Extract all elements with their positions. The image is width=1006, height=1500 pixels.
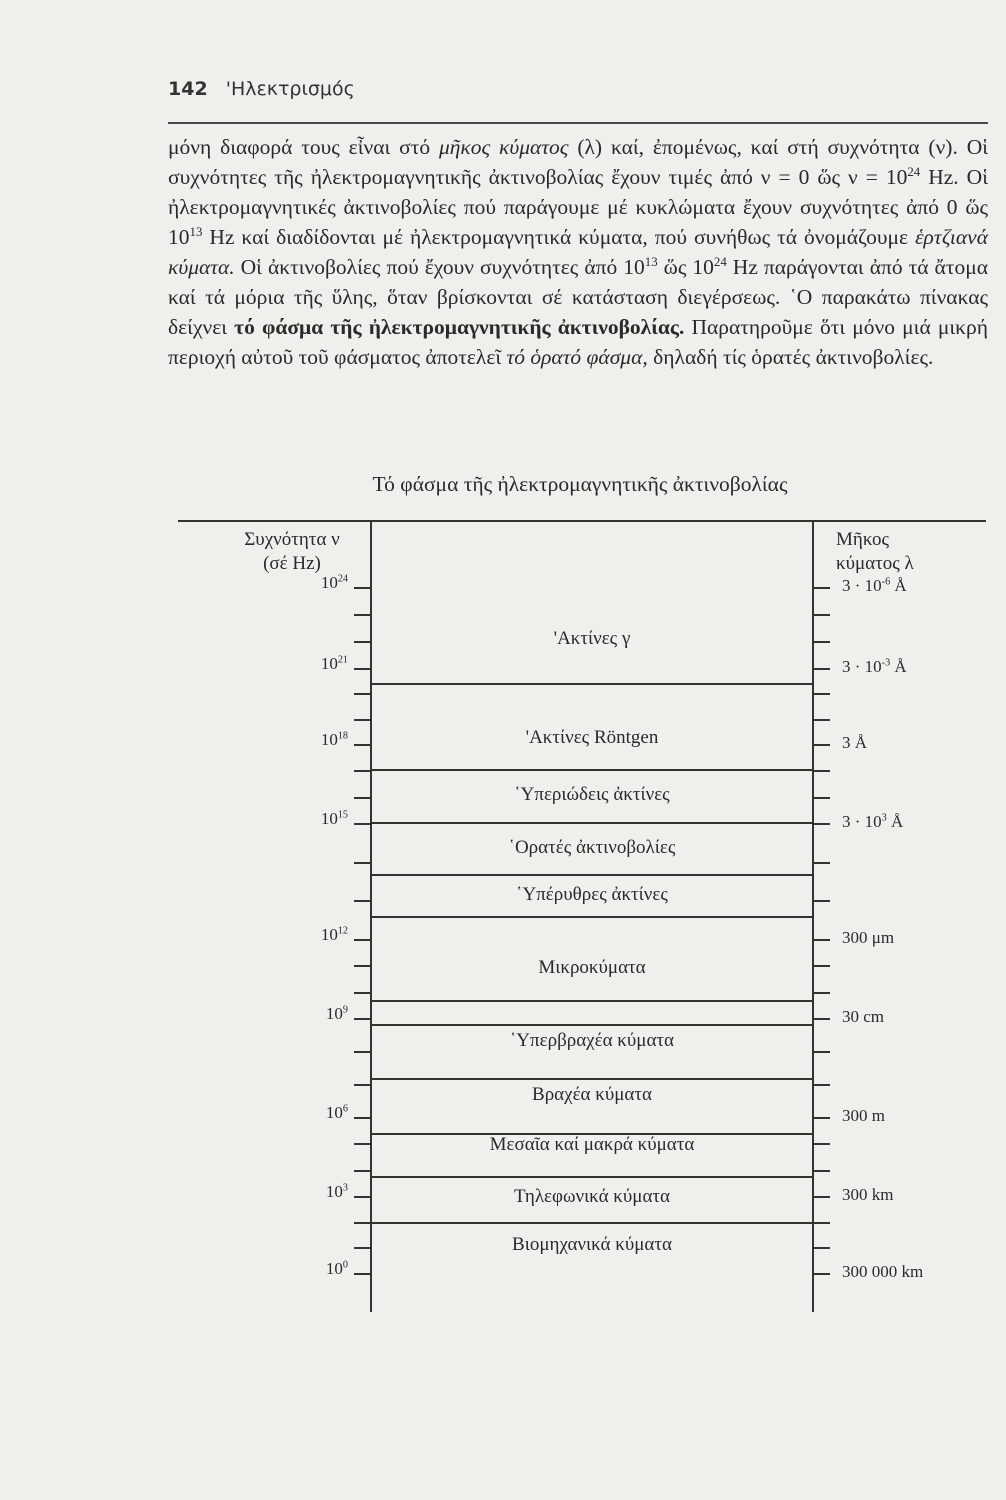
chapter-title: 'Ηλεκτρισμός	[225, 78, 355, 100]
frequency-minor-tick	[354, 1222, 370, 1224]
wavelength-column-header: Μῆκος κύματος λ	[836, 529, 914, 574]
frequency-minor-tick	[354, 641, 370, 643]
wavelength-minor-tick	[814, 719, 830, 721]
wavelength-label: $3 \cdot 10^3$ Å	[842, 812, 904, 831]
running-header	[168, 78, 355, 100]
wavelength-minor-tick	[814, 1222, 830, 1224]
wavelength-major-tick	[814, 668, 830, 670]
header-rule	[168, 122, 988, 124]
frequency-major-tick	[354, 668, 370, 670]
frequency-label: $10^9$	[325, 1004, 348, 1023]
frequency-label: $10^3$	[325, 1182, 348, 1201]
frequency-minor-tick	[354, 770, 370, 772]
wavelength-label: 300 km	[842, 1185, 894, 1204]
wavelength-minor-tick	[814, 900, 830, 902]
frequency-label: $10^{12}$	[320, 925, 348, 944]
wavelength-minor-tick	[814, 770, 830, 772]
frequency-minor-tick	[354, 797, 370, 799]
wavelength-minor-tick	[814, 797, 830, 799]
wavelength-minor-tick	[814, 1170, 830, 1172]
table-title: Τό φάσμα τῆς ἠλεκτρομαγνητικῆς ἀκτινοβολίας	[372, 472, 788, 496]
wavelength-minor-tick	[814, 1084, 830, 1086]
spectrum-band-label: Βραχέα κύματα	[532, 1084, 652, 1105]
wavelength-minor-tick	[814, 992, 830, 994]
wavelength-label: $3 \cdot 10^{-3}$ Å	[842, 657, 907, 676]
wavelength-label: 30 cm	[842, 1007, 885, 1026]
frequency-major-tick	[354, 1018, 370, 1020]
frequency-minor-tick	[354, 1143, 370, 1145]
band-separator	[370, 1176, 814, 1178]
wavelength-major-tick	[814, 1273, 830, 1275]
band-separator	[370, 1078, 814, 1080]
wavelength-minor-tick	[814, 1247, 830, 1249]
frequency-label: $10^{24}$	[320, 573, 348, 592]
frequency-column-header: Συχνότητα ν (σέ Hz)	[244, 529, 340, 574]
band-separator	[370, 874, 814, 876]
spectrum-band-label: ῾Υπέρυθρες ἀκτίνες	[516, 884, 668, 905]
frequency-minor-tick	[354, 1170, 370, 1172]
wavelength-major-tick	[814, 939, 830, 941]
frequency-label: $10^{15}$	[320, 809, 348, 828]
frequency-minor-tick	[354, 719, 370, 721]
frequency-major-tick	[354, 823, 370, 825]
spectrum-band-label: Μεσαῖα καί μακρά κύματα	[489, 1134, 695, 1155]
wavelength-minor-tick	[814, 614, 830, 616]
body-paragraph: μόνη διαφορά τους εἶναι στό μῆκος κύματος (λ) καί, ἐπομένως, καί στή συχνότητα (ν). Οἱ συχνότητες τῆς ἠλεκτρομαγνητικῆς ἀκτινοβολίας ἔχουν τιμές ἀπό ν = 0 ὥς $\nu = 10^{24}$ Hz. Οἱ ἠλεκτρομαγνητικές ἀκτινοβολίες πού παράγουμε μέ κυκλώματα ἔχουν συχνότητες ἀπό 0 ὥς $10^{13}$ Hz καί διαδίδονται μέ ἠλεκτρομαγνητικά κύματα, πού συνήθως τά ὀνομάζουμε ἑρτζιανά κύματα. Οἱ ἀκτινοβολίες πού ἔχουν συχνότητες ἀπό $10^{13}$ ὥς $10^{24}$ Hz παράγονται ἀπό τά ἄτομα καί τά μόρια τῆς ὕλης, ὅταν βρίσκονται σέ κατάσταση διεγέρσεως. ῾Ο παρακάτω πίνακας δείχνει τό φάσμα τῆς ἠλεκτρομαγνητικῆς ἀκτινοβολίας. Παρατηροῦμε ὅτι μόνο μιά μικρή περιοχή αὐτοῦ τοῦ φάσματος ἀποτελεῖ τό ὁρατό φάσμα, δηλαδή τίς ὁρατές ἀκτινοβολίες.	[168, 135, 989, 369]
wavelength-minor-tick	[814, 1051, 830, 1053]
band-separator	[370, 822, 814, 824]
wavelength-major-tick	[814, 1018, 830, 1020]
frequency-minor-tick	[354, 965, 370, 967]
frequency-label: $10^0$	[325, 1259, 348, 1278]
frequency-minor-tick	[354, 1247, 370, 1249]
band-separator	[370, 683, 814, 685]
wavelength-label: 3 Å	[842, 733, 868, 752]
frequency-minor-tick	[354, 992, 370, 994]
band-separator	[370, 1024, 814, 1026]
frequency-minor-tick	[354, 693, 370, 695]
frequency-minor-tick	[354, 1051, 370, 1053]
spectrum-band-label: 'Ακτίνες Röntgen	[525, 727, 659, 748]
frequency-major-tick	[354, 1196, 370, 1198]
wavelength-minor-tick	[814, 862, 830, 864]
frequency-minor-tick	[354, 900, 370, 902]
wavelength-major-tick	[814, 744, 830, 746]
wavelength-major-tick	[814, 587, 830, 589]
wavelength-minor-tick	[814, 1143, 830, 1145]
wavelength-major-tick	[814, 1196, 830, 1198]
band-separator	[370, 1000, 814, 1002]
frequency-major-tick	[354, 1117, 370, 1119]
wavelength-major-tick	[814, 823, 830, 825]
wavelength-major-tick	[814, 1117, 830, 1119]
band-separator	[370, 916, 814, 918]
wavelength-label: 300 000 km	[842, 1262, 924, 1281]
frequency-major-tick	[354, 1273, 370, 1275]
spectrum-band-label: ῾Ορατές ἀκτινοβολίες	[508, 837, 676, 858]
frequency-major-tick	[354, 939, 370, 941]
frequency-major-tick	[354, 587, 370, 589]
wavelength-label: 300 m	[842, 1106, 885, 1125]
frequency-minor-tick	[354, 614, 370, 616]
wavelength-minor-tick	[814, 641, 830, 643]
frequency-minor-tick	[354, 1084, 370, 1086]
spectrum-band-label: Τηλεφωνικά κύματα	[513, 1186, 671, 1207]
spectrum-band-label: 'Ακτίνες γ	[553, 628, 631, 649]
wavelength-minor-tick	[814, 965, 830, 967]
frequency-label: $10^{21}$	[320, 654, 348, 673]
spectrum-band-label: Μικροκύματα	[538, 957, 646, 978]
page-number: 142	[168, 78, 208, 100]
frequency-label: $10^6$	[325, 1103, 348, 1122]
frequency-label: $10^{18}$	[320, 730, 348, 749]
spectrum-band-label: ῾Υπερβραχέα κύματα	[509, 1030, 675, 1051]
spectrum-band-label: ῾Υπεριώδεις ἀκτίνες	[514, 784, 670, 805]
table-top-rule	[178, 520, 986, 522]
band-separator	[370, 1222, 814, 1224]
band-separator	[370, 769, 814, 771]
wavelength-label: 300 μm	[842, 928, 895, 947]
frequency-minor-tick	[354, 862, 370, 864]
wavelength-label: $3 \cdot 10^{-6}$ Å	[842, 576, 907, 595]
frequency-major-tick	[354, 744, 370, 746]
spectrum-band-label: Βιομηχανικά κύματα	[512, 1234, 672, 1255]
wavelength-minor-tick	[814, 693, 830, 695]
